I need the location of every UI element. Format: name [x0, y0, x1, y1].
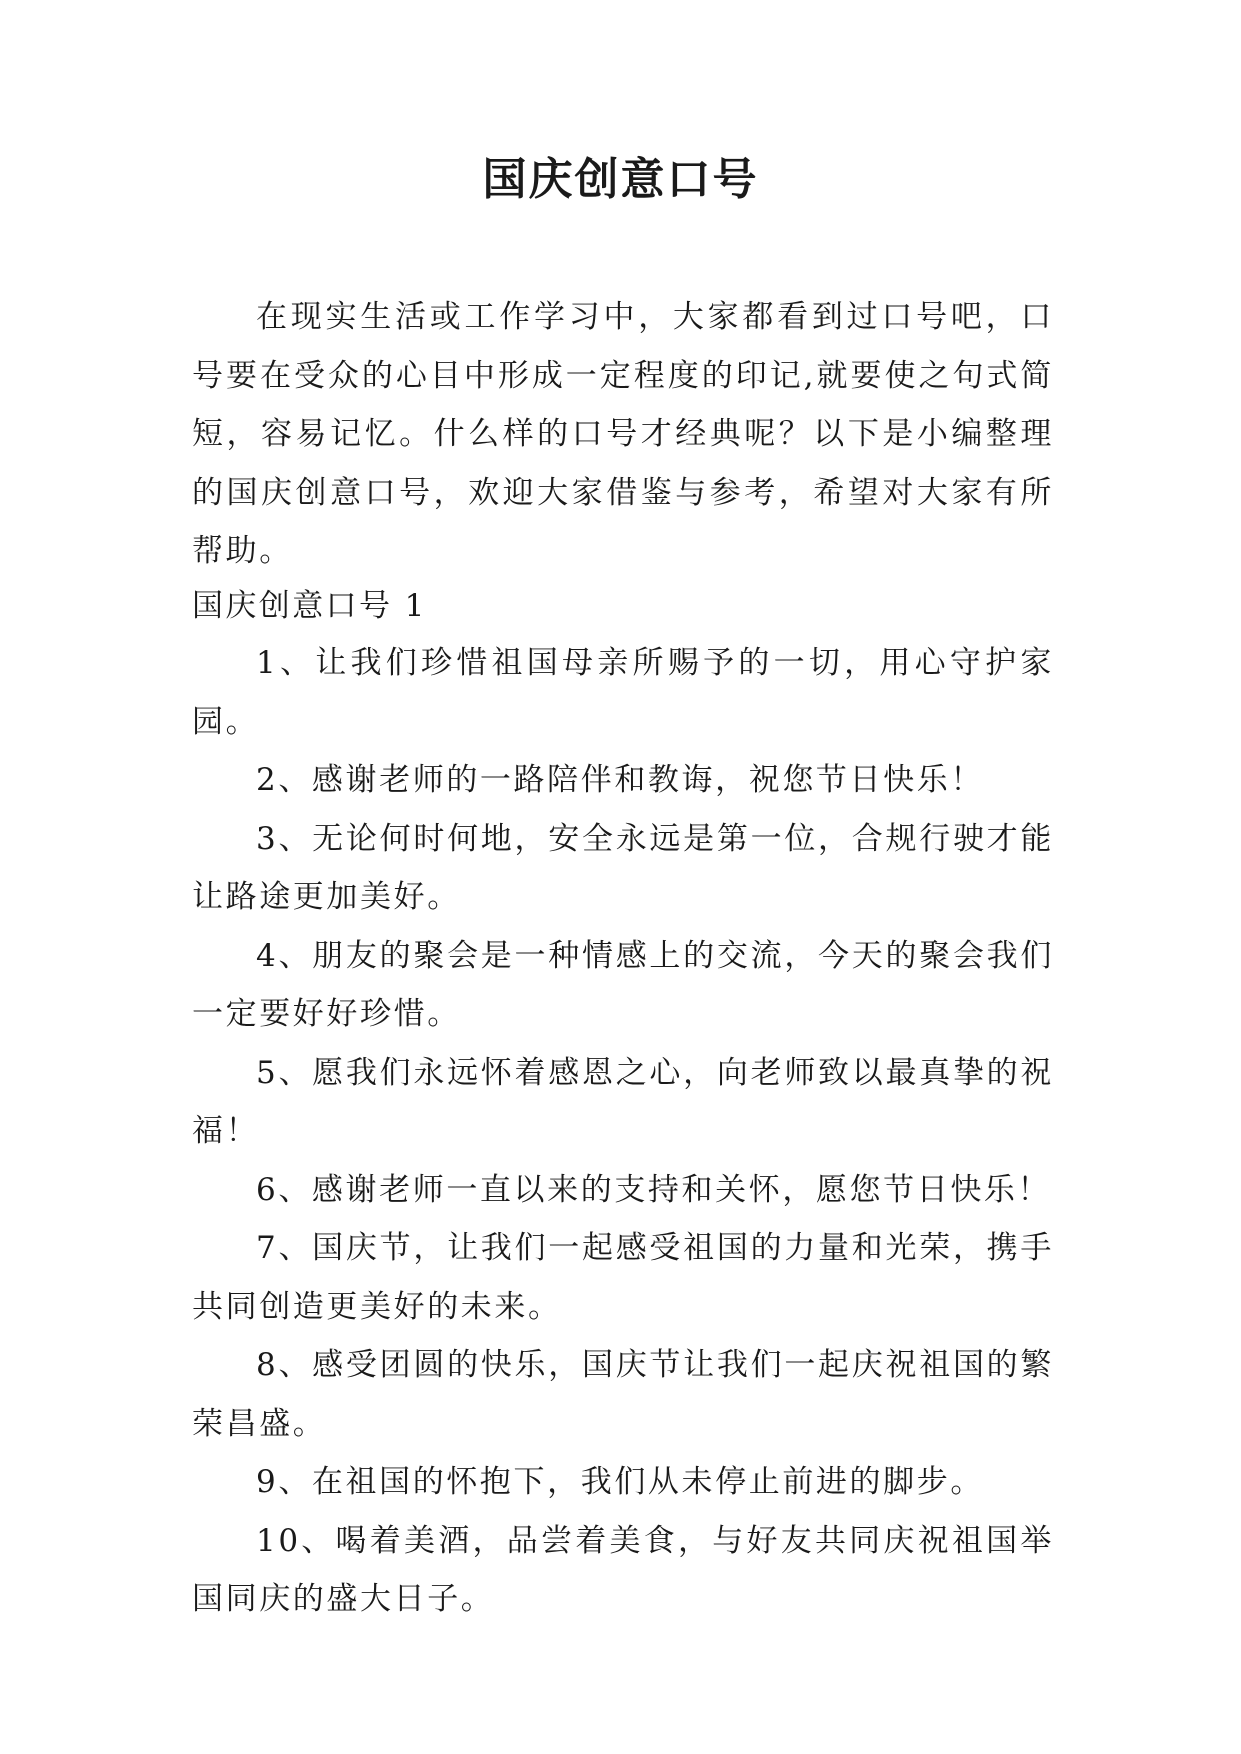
list-item: 7、国庆节，让我们一起感受祖国的力量和光荣，携手共同创造更美好的未来。 [192, 1230, 1054, 1325]
list-item: 4、朋友的聚会是一种情感上的交流，今天的聚会我们一定要好好珍惜。 [192, 937, 1054, 1032]
list-item: 5、愿我们永远怀着感恩之心，向老师致以最真挚的祝福！ [192, 1054, 1054, 1149]
list-item: 2、感谢老师的一路陪伴和教诲，祝您节日快乐！ [256, 762, 984, 798]
slogan-list [192, 634, 1054, 1629]
section-heading: 国庆创意口号 1 [192, 588, 427, 624]
list-item: 9、在祖国的怀抱下，我们从未停止前进的脚步。 [256, 1464, 984, 1500]
list-item: 3、无论何时何地，安全永远是第一位，合规行驶才能让路途更加美好。 [192, 820, 1054, 915]
list-item: 10、喝着美酒，品尝着美食，与好友共同庆祝祖国举国同庆的盛大日子。 [192, 1522, 1054, 1617]
intro-paragraph: 在现实生活或工作学习中，大家都看到过口号吧，口号要在受众的心目中形成一定程度的印记,就要使之句式简短，容易记忆。什么样的口号才经典呢？以下是小编整理的国庆创意口号，欢迎大家借鉴与参考，希望对大家有所帮助。 [192, 299, 1054, 569]
document-title: 国庆创意口号 [482, 154, 759, 205]
list-item: 1、让我们珍惜祖国母亲所赐予的一切，用心守护家园。 [192, 645, 1054, 740]
list-item: 6、感谢老师一直以来的支持和关怀，愿您节日快乐！ [256, 1171, 1052, 1208]
list-item: 8、感受团圆的快乐，国庆节让我们一起庆祝祖国的繁荣昌盛。 [192, 1347, 1054, 1442]
